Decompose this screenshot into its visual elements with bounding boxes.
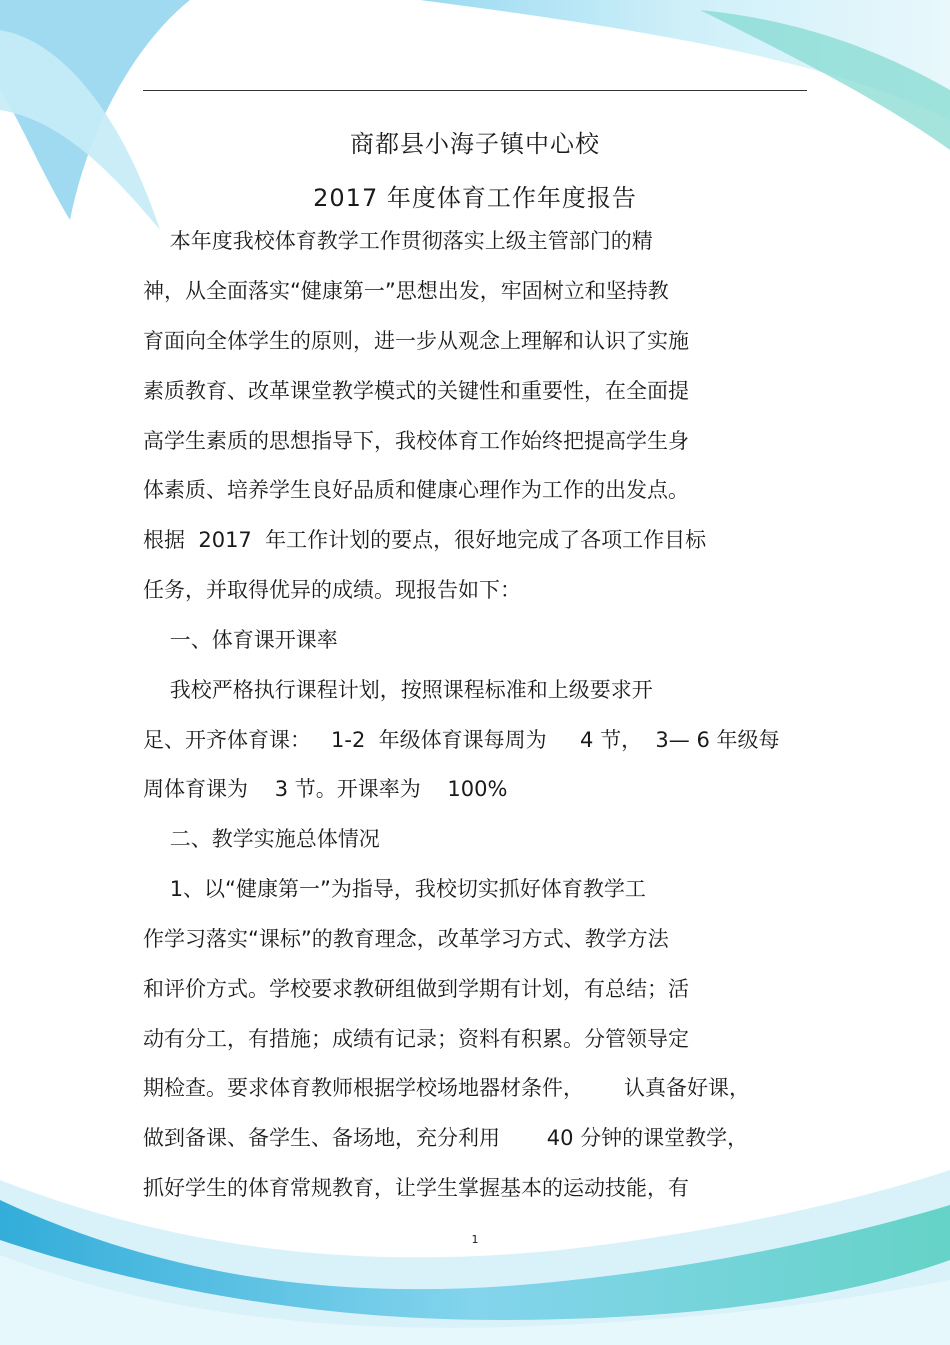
body-line: 抓好学生的体育常规教育，让学生掌握基本的运动技能，有 [143, 1176, 689, 1200]
body-line: 素质教育、改革课堂教学模式的关键性和重要性，在全面提 [143, 379, 689, 403]
body-line: 本年度我校体育教学工作贯彻落实上级主管部门的精 [143, 229, 653, 253]
document-heading-school: 商都县小海子镇中心校 [350, 130, 600, 158]
body-line: 体素质、培养学生良好品质和健康心理作为工作的出发点。 [143, 478, 689, 502]
body-line: 育面向全体学生的原则，进一步从观念上理解和认识了实施 [143, 329, 689, 353]
body-line: 任务，并取得优异的成绩。现报告如下： [143, 578, 521, 602]
page-number: 1 [471, 1233, 479, 1246]
body-line: 作学习落实“课标”的教育理念，改革学习方式、教学方法 [143, 927, 669, 951]
document-heading-report: 2017 年度体育工作年度报告 [313, 184, 637, 212]
body-line: 我校严格执行课程计划，按照课程标准和上级要求开 [143, 678, 653, 702]
body-line: 期检查。要求体育教师根据学校场地器材条件， 认真备好课， [143, 1076, 751, 1100]
header-rule [143, 90, 807, 91]
body-line: 做到备课、备学生、备场地，充分利用 40 分钟的课堂教学， [143, 1126, 749, 1150]
body-line: 1、以“健康第一”为指导，我校切实抓好体育教学工 [143, 877, 646, 901]
body-line: 周体育课为 3 节。开课率为 100% [143, 777, 508, 801]
body-line: 高学生素质的思想指导下，我校体育工作始终把提高学生身 [143, 429, 689, 453]
section-heading: 一、体育课开课率 [143, 628, 338, 652]
body-line: 动有分工，有措施；成绩有记录；资料有积累。分管领导定 [143, 1027, 689, 1051]
body-line: 根据 2017 年工作计划的要点，很好地完成了各项工作目标 [143, 528, 707, 552]
body-line: 和评价方式。学校要求教研组做到学期有计划，有总结；活 [143, 977, 689, 1001]
body-line: 神，从全面落实“健康第一”思想出发，牢固树立和坚持教 [143, 279, 669, 303]
body-line: 足、开齐体育课： 1-2 年级体育课每周为 4 节， 3— 6 年级每 [143, 728, 780, 752]
section-heading: 二、教学实施总体情况 [143, 827, 380, 851]
